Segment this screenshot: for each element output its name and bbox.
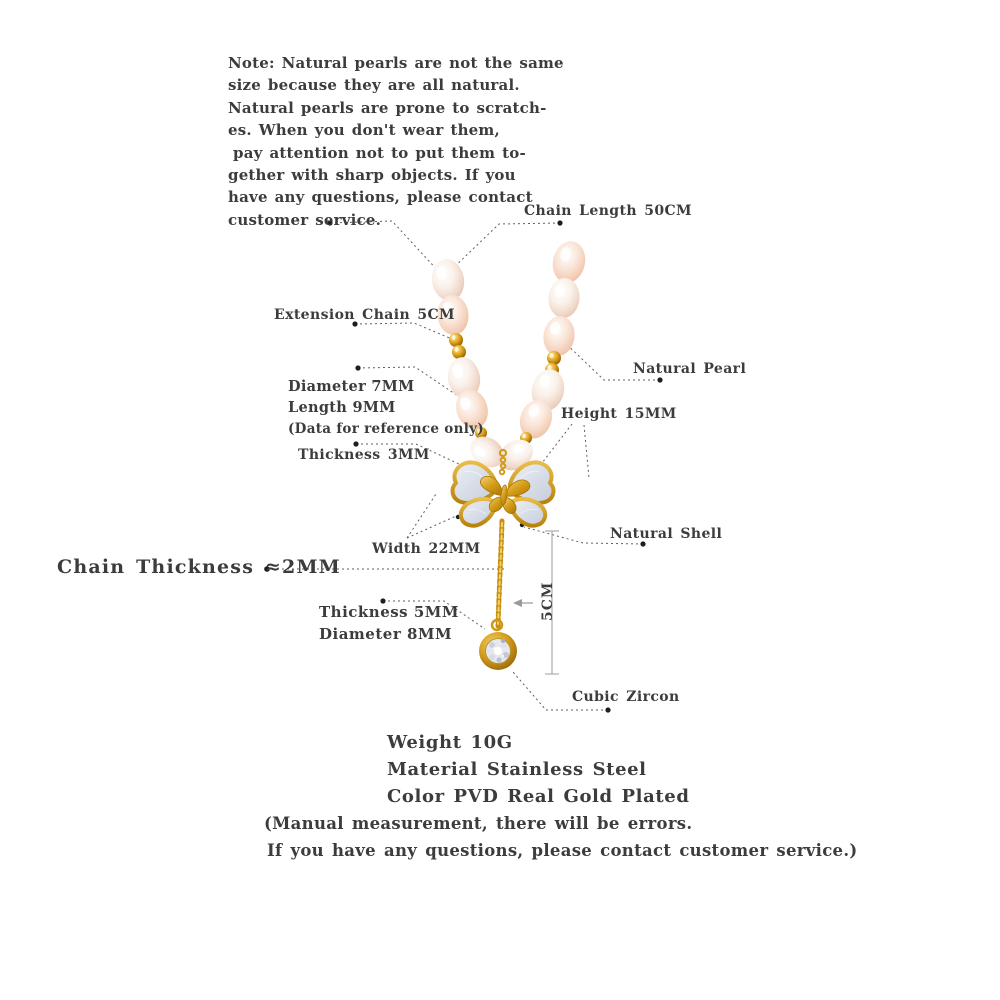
label-pearl-size [288, 376, 484, 440]
pearl-length: Length 9MM [288, 399, 396, 417]
butterfly-wing-lower-right [512, 499, 545, 526]
label-natural-pearl: Natural Pearl [633, 361, 747, 377]
zircon-diameter: Diameter 8MM [319, 624, 453, 643]
disclaimer-line-1: (Manual measurement, there will be errors. [264, 814, 693, 833]
spec-weight: Weight 10G [387, 732, 513, 753]
label-width: Width 22MM [372, 541, 481, 557]
note-line: Natural pearls are prone to scratch- [228, 98, 547, 117]
note-line: pay attention not to put them to- [233, 143, 526, 162]
zircon-thickness: Thickness 5MM [319, 603, 459, 621]
note-line: gether with sharp objects. If you [228, 166, 516, 185]
label-extension-chain: Extension Chain 5CM [274, 307, 455, 323]
note-line: size because they are all natural. [228, 76, 520, 95]
measure-arrow-icon [513, 599, 522, 607]
spec-color: Color PVD Real Gold Plated [387, 786, 690, 807]
note-line: have any questions, please contact [228, 188, 533, 207]
butterfly-wing-lower-left [461, 499, 494, 526]
leader-extension-chain [355, 323, 452, 339]
pearl-diameter: Diameter 7MM [288, 378, 415, 395]
note-line: Note: Natural pearls are not the same [228, 54, 564, 72]
leader-height-b [584, 425, 589, 478]
label-zircon-size [319, 602, 459, 645]
care-note [228, 52, 564, 231]
butterfly-pendant [453, 462, 554, 525]
label-height: Height 15MM [561, 406, 677, 422]
label-drop-length: 5CM [540, 581, 556, 621]
label-thickness-shell: Thickness 3MM [298, 447, 430, 463]
label-natural-shell: Natural Shell [610, 526, 723, 542]
spec-material: Material Stainless Steel [387, 759, 647, 780]
note-line: es. When you don't wear them, [228, 121, 500, 140]
pearl-strands [429, 238, 589, 477]
leader-width-b [407, 516, 456, 538]
drop-chain [498, 521, 502, 626]
label-chain-length: Chain Length 50CM [524, 203, 692, 219]
pearl-size-disclaimer: (Data for reference only) [288, 420, 484, 437]
label-cubic-zircon: Cubic Zircon [572, 689, 680, 705]
label-chain-thickness: Chain Thickness ≈2MM [57, 556, 341, 578]
disclaimer-line-2: If you have any questions, please contact customer service.) [267, 841, 858, 860]
note-line: customer service. [228, 210, 382, 229]
